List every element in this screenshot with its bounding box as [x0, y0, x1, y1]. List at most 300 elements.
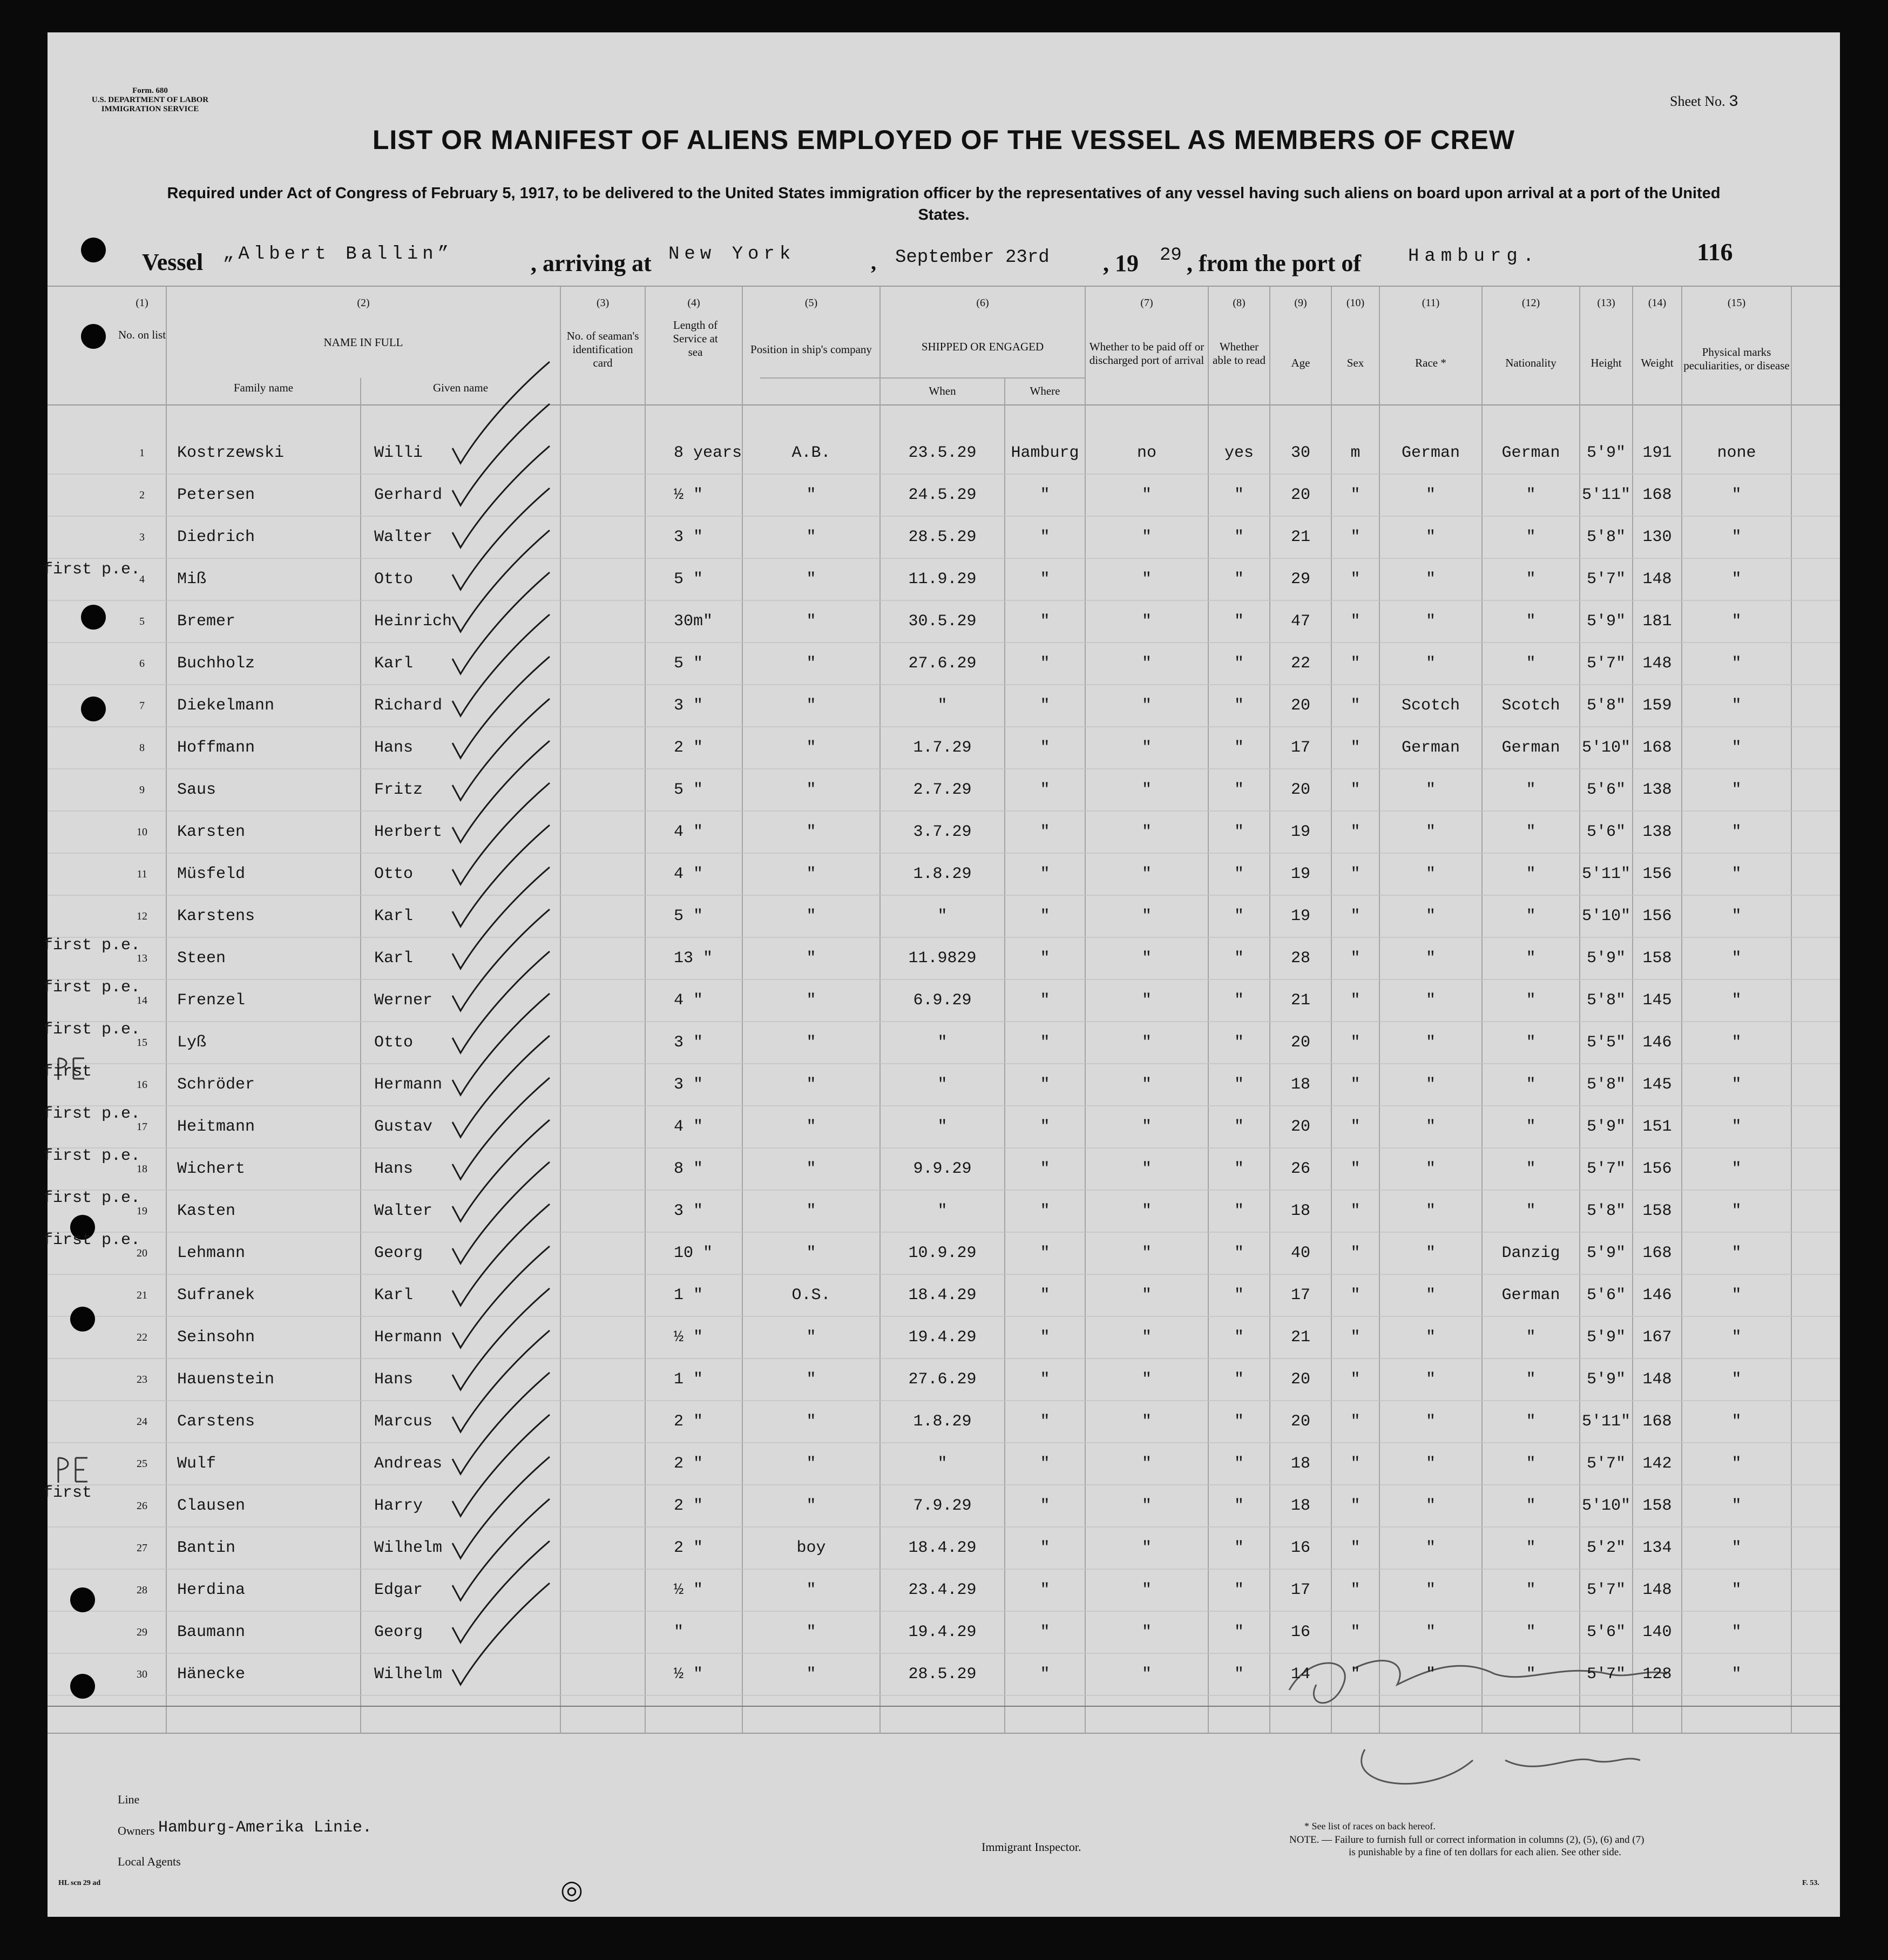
- cell-no: 25: [137, 1458, 147, 1470]
- cell-position: boy: [796, 1539, 826, 1557]
- cell-race: ": [1425, 1244, 1436, 1262]
- table-row: [48, 1022, 1840, 1064]
- col-num: (12): [1521, 297, 1540, 309]
- col-num: (10): [1346, 297, 1365, 309]
- cell-nationality: Danzig: [1501, 1244, 1560, 1262]
- cell-age: 20: [1290, 697, 1310, 715]
- cell-given: Georg: [374, 1244, 423, 1262]
- cell-position: ": [806, 1370, 816, 1389]
- cell-paid-off: no: [1136, 444, 1156, 462]
- cell-sex: ": [1350, 1160, 1361, 1178]
- cell-no: 7: [139, 700, 145, 712]
- table-row: [48, 558, 1840, 600]
- cell-sex: ": [1350, 1286, 1361, 1305]
- cell-weight: 156: [1642, 865, 1672, 883]
- cell-service: 2 ": [674, 1539, 703, 1557]
- cell-paid-off: ": [1141, 1455, 1152, 1473]
- cell-height: 5'9": [1586, 949, 1626, 968]
- cell-height: 5'7": [1586, 570, 1626, 589]
- cell-when: 1.8.29: [913, 1412, 972, 1431]
- cell-when: 7.9.29: [913, 1497, 972, 1515]
- cell-when: 28.5.29: [908, 528, 977, 546]
- cell-sex: ": [1350, 739, 1361, 757]
- cell-read: ": [1234, 781, 1244, 799]
- cell-service: 13 ": [674, 949, 713, 968]
- cell-nationality: ": [1526, 1202, 1536, 1220]
- cell-race: German: [1401, 739, 1460, 757]
- local-agents-label: Local Agents: [118, 1855, 181, 1868]
- cell-weight: 148: [1642, 1370, 1672, 1389]
- cell-marks: ": [1731, 1370, 1742, 1389]
- cell-nationality: ": [1526, 1328, 1536, 1347]
- cell-marks: ": [1731, 823, 1742, 841]
- cell-race: ": [1425, 1076, 1436, 1094]
- table-row: [48, 853, 1840, 895]
- cell-where: ": [1040, 1160, 1050, 1178]
- cell-height: 5'7": [1586, 1581, 1626, 1599]
- cell-where: ": [1040, 1581, 1050, 1599]
- cell-weight: 168: [1642, 1244, 1672, 1262]
- cell-no: 22: [137, 1332, 147, 1343]
- note-line-1: NOTE. — Failure to furnish full or correct information in columns (2), (5), (6) and (7): [1289, 1834, 1645, 1846]
- cell-given: Gerhard: [374, 486, 443, 504]
- cell-marks: ": [1731, 486, 1742, 504]
- cell-nationality: ": [1526, 907, 1536, 925]
- cell-paid-off: ": [1141, 1328, 1152, 1347]
- cell-given: Otto: [374, 1033, 414, 1052]
- cell-when: 10.9.29: [908, 1244, 977, 1262]
- cell-age: 20: [1290, 486, 1310, 504]
- cell-weight: 145: [1642, 1076, 1672, 1094]
- col-num: (2): [357, 297, 370, 309]
- cell-paid-off: ": [1141, 1118, 1152, 1136]
- cell-given: Wilhelm: [374, 1539, 443, 1557]
- cell-position: ": [806, 1497, 816, 1515]
- cell-race: ": [1425, 907, 1436, 925]
- cell-family: Lehmann: [177, 1244, 246, 1262]
- cell-where: ": [1040, 1539, 1050, 1557]
- cell-read: ": [1234, 949, 1244, 968]
- cell-sex: ": [1350, 654, 1361, 673]
- table-row: [48, 1527, 1840, 1569]
- cell-height: 5'8": [1586, 991, 1626, 1010]
- table-row: [48, 811, 1840, 853]
- form-subtitle: Required under Act of Congress of February 5, 1917, to be delivered to the United States immigration officer by the representatives of any vessel having such aliens on board upon arrival at a port of the United States.: [167, 185, 1721, 224]
- cell-given: Hans: [374, 739, 414, 757]
- cell-family: Bantin: [177, 1539, 236, 1557]
- table-row: [48, 1359, 1840, 1401]
- sheet-number: Sheet No. 3: [1670, 93, 1739, 111]
- margin-note: first p.e.: [43, 560, 141, 579]
- cell-service: 4 ": [674, 1118, 703, 1136]
- table-row: [48, 1401, 1840, 1443]
- table-row: [48, 643, 1840, 685]
- table-row: [48, 727, 1840, 769]
- arrival-port: New York: [668, 244, 796, 265]
- table-row: [48, 769, 1840, 811]
- cell-family: Hoffmann: [177, 739, 255, 757]
- cell-where: ": [1040, 1665, 1050, 1684]
- table-row: [48, 474, 1840, 516]
- table-row: [48, 1485, 1840, 1527]
- cell-weight: 151: [1642, 1118, 1672, 1136]
- cell-when: 1.7.29: [913, 739, 972, 757]
- margin-note: first p.e.: [43, 1189, 141, 1207]
- manifest-number: 116: [1697, 238, 1733, 266]
- cell-height: 5'11": [1581, 486, 1630, 504]
- cell-family: Frenzel: [177, 991, 246, 1010]
- cell-where: ": [1040, 1497, 1050, 1515]
- col-header-able-to-read: Whether able to read: [1213, 340, 1266, 367]
- cell-service: ": [674, 1623, 684, 1641]
- cell-read: ": [1234, 1244, 1244, 1262]
- cell-service: ½ ": [674, 1665, 703, 1684]
- cell-no: 28: [137, 1584, 147, 1596]
- cell-sex: ": [1350, 1244, 1361, 1262]
- table-row: [48, 685, 1840, 727]
- departure-port: Hamburg.: [1408, 246, 1540, 267]
- col-num: (13): [1597, 297, 1615, 309]
- cell-sex: ": [1350, 1202, 1361, 1220]
- cell-service: 10 ": [674, 1244, 713, 1262]
- cell-where: ": [1040, 570, 1050, 589]
- form-id-block: [69, 86, 231, 114]
- cell-no: 16: [137, 1079, 147, 1091]
- cell-position: ": [806, 781, 816, 799]
- cell-sex: ": [1350, 991, 1361, 1010]
- cell-paid-off: ": [1141, 1160, 1152, 1178]
- cell-age: 21: [1290, 991, 1310, 1010]
- cell-read: ": [1234, 654, 1244, 673]
- cell-sex: ": [1350, 1539, 1361, 1557]
- cell-given: Hans: [374, 1160, 414, 1178]
- cell-service: 3 ": [674, 1033, 703, 1052]
- cell-weight: 156: [1642, 1160, 1672, 1178]
- cell-age: 19: [1290, 823, 1310, 841]
- cell-when: 28.5.29: [908, 1665, 977, 1684]
- table-row: [48, 895, 1840, 937]
- cell-race: ": [1425, 612, 1436, 631]
- cell-when: 18.4.29: [908, 1286, 977, 1305]
- cell-read: ": [1234, 697, 1244, 715]
- cell-when: 3.7.29: [913, 823, 972, 841]
- manifest-sheet: Form. 680 U.S. DEPARTMENT OF LABOR IMMIGRATION SERVICE Sheet No. 3 LIST OR MANIFEST OF ALIENS EMPLOYED OF THE VESSEL AS MEMBERS OF CREW Required under Act of Congress of February 5, 1917, to be delivered to the United States immigration officer by the representatives of any vessel having such aliens on board upon arrival at a port of the United States. Vessel „Albert Ballin” , arriving at New York , September 23rd , 19 29 , from the port of Hamburg. 116 (1) No. on list (2) NAME IN FULL Family name Given name (3) No. of seaman's identification card (4) Length of Service at sea (5) Position in ship's company (6) SHIPPED OR ENGAGED When Where (7) Whether to be paid off or discharged port of arrival (8) Whether able to read (9) Age (10) Sex (11) Race * (12) Nationality (13) Height (14) Weight (15) Physical marks peculiarities, or disease 1 Kostrzewski Willi 8 years A.B. 23.5.29 Hamburg no yes 30 m German German 5'9" 191 none 2 Petersen Gerhard ½ " " 24.5.29 " " " 20 " " " 5'11" 168 " 3 Diedrich Walter 3 " " 28.5.29 " " " 21 " " " 5'8" 130 " 4 Miß Otto 5 " " 11.9.29 " " " 29 " " " 5'7" 148 " 5 Bremer Heinrich 30m" " 30.5.29 " " " 47 " " " 5'9" 181 " 6 Buchholz Karl 5 " " 27.6.29 " " " 22 " " " 5'7" 148 " 7 Diekelmann Richard 3 " " " " " " 20 " Scotch Scotch 5'8" 159 " 8 Hoffmann Hans 2 " " 1.7.29 " " " 17 " German German 5'10" 168 " 9 Saus Fritz 5 " " 2.7.29 " " " 20 " " " 5'6" 138 " 10 Karsten Herbert 4 " " 3.7.29 " " " 19 " " " 5'6" 138 " 11 Müsfeld Otto 4 " " 1.8.29 " " " 19 " " " 5'11" 156 " 12 Karstens Karl 5 " " " " " " 19 " " " 5'10" 156 " 13 Steen Karl 13 " " 11.9829 " " " 28 " " " 5'9" 158 " 14 Frenzel Werner 4 " " 6.9.29 " " " 21 " " " 5'8" 145 " 15 Lyß Otto 3 " " " " " " 20 " " " 5'5" 146 " 16 Schröder Hermann 3 " " " " " " 18 " " " 5'8" 145 " 17 Heitmann Gustav 4 " " " " " " 20 " " " 5'9" 151 " 18 Wichert Hans 8 " " 9.9.29 " " " 26 " " " 5'7" 156 " 19 Kasten Walter 3 " " " " " " 18 " " " 5'8" 158 " 20 Lehmann Georg 10 " " 10.9.29 " " " 40 " " Danzig 5'9" 168 " 21 Sufranek Karl 1 " O.S. 18.4.29 " " " 17 " " German 5'6" 146 " 22 Seinsohn Hermann ½ " " 19.4.29 " " " 21 " " " 5'9" 167 " 23 Hauenstein Hans 1 " " 27.6.29 " " " 20 " " " 5'9" 148 " 24 Carstens Marcus 2 " " 1.8.29 " " " 20 " " " 5'11" 168 " 25 Wulf Andreas 2 " " " " " " 18 " " " 5'7" 142 " 26 Clausen Harry 2 " " 7.9.29 " " " 18 " " " 5'10" 158 " 27 Bantin Wilhelm 2 " boy 18.4.29 " " " 16 " " " 5'2" 134 " 28 Herdina Edgar ½ " " 23.4.29 " " " 17 " " " 5'7" 148 " 29 Baumann Georg " " 19.4.29 " " " 16 " " " 5'6" 140 " 30 Hänecke Wilhelm ½ " " 28.5.29 " " " 14 " " " 5'7" 128 " first p.e. first p.e. first p.e. first p.e. first first p.e. first p.e. first p.e. first p.e. first Line Owners Hamburg-Amerika Linie. Local Agents Immigrant Inspector. * See list of races on back hereof. NOTE. — Failure to furnish full or correct information in columns (2), (5), (6) and (7) is punishable by a fine of ten dollars for each alien. See other side. HL scn 29 ad F. 53. ◎: [48, 32, 1840, 1917]
- table-row: [48, 516, 1840, 558]
- cell-weight: 168: [1642, 486, 1672, 504]
- cell-weight: 148: [1642, 570, 1672, 589]
- cell-height: 5'7": [1586, 1455, 1626, 1473]
- cell-read: ": [1234, 1160, 1244, 1178]
- cell-weight: 168: [1642, 739, 1672, 757]
- cell-race: ": [1425, 1033, 1436, 1052]
- cell-paid-off: ": [1141, 1286, 1152, 1305]
- col-header-race: Race *: [1415, 356, 1446, 369]
- cell-where: ": [1040, 486, 1050, 504]
- cell-family: Schröder: [177, 1076, 255, 1094]
- cell-when: 2.7.29: [913, 781, 972, 799]
- cell-where: ": [1040, 612, 1050, 631]
- cell-when: 23.5.29: [908, 444, 977, 462]
- cell-nationality: ": [1526, 865, 1536, 883]
- cell-paid-off: ": [1141, 697, 1152, 715]
- table-row: [48, 1653, 1840, 1695]
- cell-paid-off: ": [1141, 865, 1152, 883]
- cell-age: 20: [1290, 1118, 1310, 1136]
- cell-height: 5'5": [1586, 1033, 1626, 1052]
- cell-service: 1 ": [674, 1286, 703, 1305]
- col-header-age: Age: [1291, 356, 1310, 369]
- cell-height: 5'9": [1586, 1370, 1626, 1389]
- cell-marks: ": [1731, 528, 1742, 546]
- cell-service: ½ ": [674, 1581, 703, 1599]
- cell-paid-off: ": [1141, 1076, 1152, 1094]
- cell-sex: ": [1350, 1412, 1361, 1431]
- from-port-label: , from the port of: [1187, 250, 1361, 276]
- cell-position: ": [806, 486, 816, 504]
- margin-note: first p.e.: [43, 1147, 141, 1165]
- cell-nationality: ": [1526, 1455, 1536, 1473]
- cell-paid-off: ": [1141, 1033, 1152, 1052]
- cell-position: ": [806, 1412, 816, 1431]
- cell-age: 20: [1290, 1370, 1310, 1389]
- cell-when: 19.4.29: [908, 1328, 977, 1347]
- cell-no: 19: [137, 1205, 147, 1217]
- cell-age: 18: [1290, 1497, 1310, 1515]
- cell-height: 5'7": [1586, 654, 1626, 673]
- cell-read: ": [1234, 528, 1244, 546]
- cell-sex: ": [1350, 1497, 1361, 1515]
- cell-where: ": [1040, 949, 1050, 968]
- cell-no: 4: [139, 573, 145, 585]
- cell-given: Hermann: [374, 1328, 443, 1347]
- cell-marks: ": [1731, 1665, 1742, 1684]
- table-row: [48, 1274, 1840, 1316]
- cell-given: Walter: [374, 528, 433, 546]
- cell-service: 5 ": [674, 781, 703, 799]
- cell-position: ": [806, 739, 816, 757]
- cell-age: 17: [1290, 1581, 1310, 1599]
- cell-when: 11.9.29: [908, 570, 977, 589]
- cell-read: yes: [1224, 444, 1254, 462]
- cell-family: Kasten: [177, 1202, 236, 1220]
- col-num: (15): [1727, 297, 1746, 309]
- cell-height: 5'9": [1586, 612, 1626, 631]
- cell-marks: ": [1731, 1076, 1742, 1094]
- cell-service: ½ ": [674, 486, 703, 504]
- cell-race: ": [1425, 1539, 1436, 1557]
- cell-position: ": [806, 1202, 816, 1220]
- cell-nationality: German: [1501, 1286, 1560, 1305]
- cell-where: ": [1040, 1455, 1050, 1473]
- cell-nationality: ": [1526, 1076, 1536, 1094]
- cell-service: 5 ": [674, 654, 703, 673]
- cell-nationality: ": [1526, 654, 1536, 673]
- cell-read: ": [1234, 991, 1244, 1010]
- table-row: [48, 1064, 1840, 1106]
- cell-no: 27: [137, 1542, 147, 1554]
- cell-no: 2: [139, 489, 145, 501]
- cell-service: 2 ": [674, 739, 703, 757]
- cell-read: ": [1234, 1623, 1244, 1641]
- cell-age: 19: [1290, 907, 1310, 925]
- cell-weight: 140: [1642, 1623, 1672, 1641]
- cell-marks: ": [1731, 1539, 1742, 1557]
- cell-family: Lyß: [177, 1033, 207, 1052]
- cell-given: Heinrich: [374, 612, 452, 631]
- col-num: (8): [1233, 297, 1246, 309]
- cell-service: 2 ": [674, 1412, 703, 1431]
- cell-read: ": [1234, 1118, 1244, 1136]
- cell-paid-off: ": [1141, 739, 1152, 757]
- cell-position: ": [806, 697, 816, 715]
- cell-sex: ": [1350, 486, 1361, 504]
- form-code: F. 53.: [1802, 1879, 1819, 1887]
- cell-nationality: ": [1526, 1665, 1536, 1684]
- race-footnote: * See list of races on back hereof.: [1304, 1821, 1436, 1831]
- cell-position: ": [806, 1455, 816, 1473]
- cell-sex: ": [1350, 697, 1361, 715]
- note-line-2: is punishable by a fine of ten dollars for each alien. See other side.: [1349, 1847, 1621, 1858]
- year-suffix: 29: [1160, 245, 1182, 266]
- page-title: LIST OR MANIFEST OF ALIENS EMPLOYED OF THE VESSEL AS MEMBERS OF CREW: [372, 125, 1515, 155]
- cell-position: ": [806, 612, 816, 631]
- cell-sex: ": [1350, 949, 1361, 968]
- cell-where: ": [1040, 1370, 1050, 1389]
- cell-family: Carstens: [177, 1412, 255, 1431]
- cell-position: ": [806, 823, 816, 841]
- cell-no: 21: [137, 1289, 147, 1301]
- cell-no: 20: [137, 1247, 147, 1259]
- cell-sex: ": [1350, 570, 1361, 589]
- cell-weight: 138: [1642, 823, 1672, 841]
- cell-position: ": [806, 991, 816, 1010]
- cell-position: ": [806, 1076, 816, 1094]
- cell-family: Petersen: [177, 486, 255, 504]
- cell-when: 11.9829: [908, 949, 977, 968]
- stamp-mark: ◎: [560, 1876, 583, 1904]
- table-row: [48, 1316, 1840, 1359]
- cell-where: ": [1040, 739, 1050, 757]
- year-prefix: 19: [1115, 250, 1139, 276]
- cell-race: Scotch: [1401, 697, 1460, 715]
- cell-sex: ": [1350, 1455, 1361, 1473]
- cell-given: Werner: [374, 991, 433, 1010]
- cell-nationality: ": [1526, 1623, 1536, 1641]
- cell-where: ": [1040, 1244, 1050, 1262]
- cell-given: Walter: [374, 1202, 433, 1220]
- table-row: [48, 600, 1840, 643]
- cell-sex: ": [1350, 612, 1361, 631]
- cell-sex: ": [1350, 1118, 1361, 1136]
- cell-service: 2 ": [674, 1497, 703, 1515]
- col-header-physical-marks: Physical marks peculiarities, or disease: [1683, 346, 1790, 372]
- margin-note: first: [43, 1484, 92, 1502]
- cell-given: Karl: [374, 1286, 414, 1305]
- cell-where: ": [1040, 654, 1050, 673]
- cell-read: ": [1234, 570, 1244, 589]
- cell-given: Herbert: [374, 823, 443, 841]
- cell-position: O.S.: [791, 1286, 831, 1305]
- cell-service: 3 ": [674, 528, 703, 546]
- cell-no: 10: [137, 826, 147, 838]
- cell-read: ": [1234, 612, 1244, 631]
- cell-height: 5'6": [1586, 781, 1626, 799]
- cell-paid-off: ": [1141, 1244, 1152, 1262]
- cell-race: ": [1425, 1412, 1436, 1431]
- cell-family: Hauenstein: [177, 1370, 275, 1389]
- cell-race: ": [1425, 570, 1436, 589]
- cell-sex: ": [1350, 528, 1361, 546]
- cell-sex: ": [1350, 1328, 1361, 1347]
- cell-family: Diedrich: [177, 528, 255, 546]
- cell-height: 5'10": [1581, 1497, 1630, 1515]
- cell-height: 5'11": [1581, 1412, 1630, 1431]
- cell-nationality: ": [1526, 1412, 1536, 1431]
- cell-age: 22: [1290, 654, 1310, 673]
- col-header-length-of-service: Length of Service at sea: [673, 319, 718, 359]
- col-num: (6): [976, 297, 989, 309]
- cell-age: 29: [1290, 570, 1310, 589]
- cell-weight: 128: [1642, 1665, 1672, 1684]
- cell-where: Hamburg: [1011, 444, 1079, 462]
- cell-read: ": [1234, 1581, 1244, 1599]
- cell-paid-off: ": [1141, 1202, 1152, 1220]
- cell-nationality: ": [1526, 823, 1536, 841]
- arrival-date: September 23rd: [895, 247, 1050, 268]
- cell-race: ": [1425, 949, 1436, 968]
- cell-family: Bremer: [177, 612, 236, 631]
- table-row: [48, 937, 1840, 979]
- cell-weight: 181: [1642, 612, 1672, 631]
- cell-marks: ": [1731, 1623, 1742, 1641]
- cell-nationality: ": [1526, 528, 1536, 546]
- cell-height: 5'10": [1581, 739, 1630, 757]
- cell-family: Sufranek: [177, 1286, 255, 1305]
- cell-given: Hermann: [374, 1076, 443, 1094]
- cell-where: ": [1040, 781, 1050, 799]
- cell-position: ": [806, 949, 816, 968]
- cell-weight: 146: [1642, 1033, 1672, 1052]
- col-header-sex: Sex: [1346, 356, 1364, 369]
- cell-marks: ": [1731, 1497, 1742, 1515]
- cell-age: 20: [1290, 1033, 1310, 1052]
- cell-weight: 130: [1642, 528, 1672, 546]
- cell-paid-off: ": [1141, 570, 1152, 589]
- cell-where: ": [1040, 1033, 1050, 1052]
- col-header-nationality: Nationality: [1505, 356, 1557, 369]
- cell-height: 5'6": [1586, 1286, 1626, 1305]
- cell-sex: ": [1350, 1665, 1361, 1684]
- col-header-position: Position in ship's company: [750, 343, 872, 356]
- table-row: [48, 1106, 1840, 1148]
- cell-where: ": [1040, 823, 1050, 841]
- col-header-seaman-id: No. of seaman's identification card: [566, 329, 639, 369]
- table-row: [48, 1443, 1840, 1485]
- cell-where: ": [1040, 1328, 1050, 1347]
- cell-service: 3 ": [674, 697, 703, 715]
- cell-nationality: ": [1526, 1581, 1536, 1599]
- cell-height: 5'8": [1586, 1202, 1626, 1220]
- cell-height: 5'8": [1586, 528, 1626, 546]
- cell-height: 5'2": [1586, 1539, 1626, 1557]
- cell-marks: ": [1731, 1328, 1742, 1347]
- cell-weight: 148: [1642, 654, 1672, 673]
- cell-sex: ": [1350, 1033, 1361, 1052]
- cell-paid-off: ": [1141, 1370, 1152, 1389]
- cell-read: ": [1234, 1033, 1244, 1052]
- cell-family: Seinsohn: [177, 1328, 255, 1347]
- cell-nationality: German: [1501, 739, 1560, 757]
